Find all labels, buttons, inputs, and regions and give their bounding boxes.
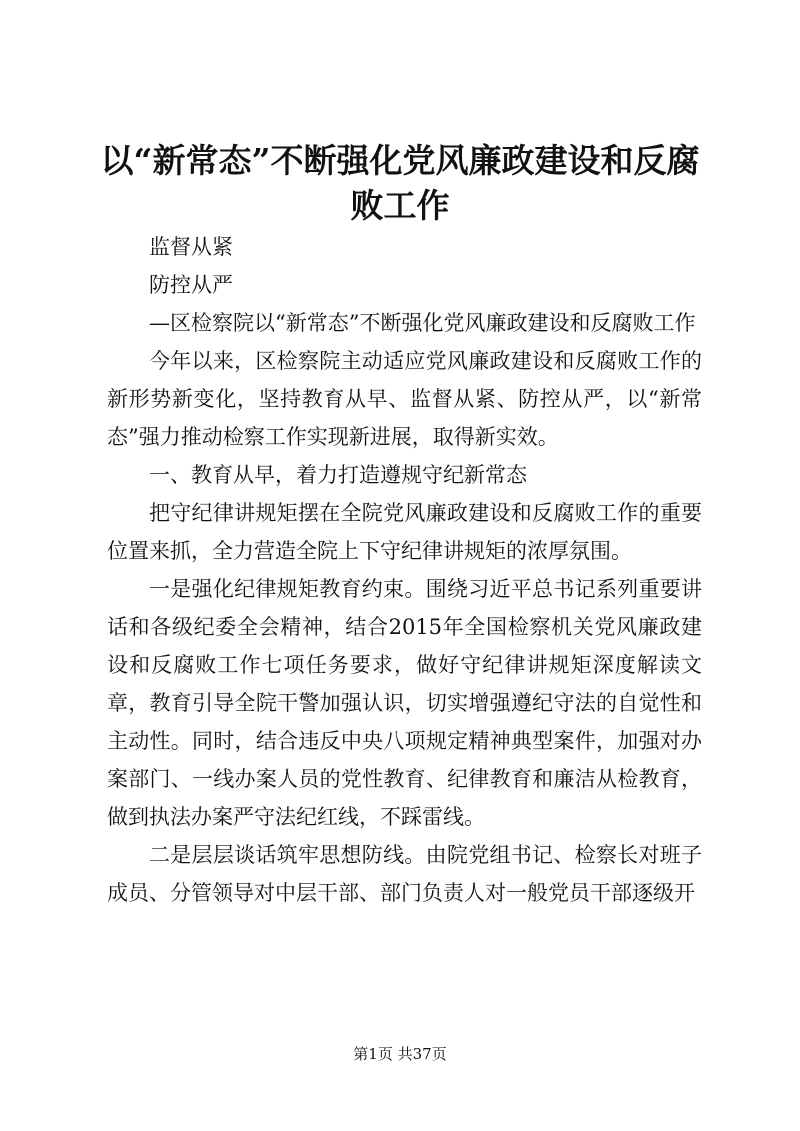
page-number-footer: 第1页 共37页 bbox=[353, 1045, 447, 1063]
paragraph: 一是强化纪律规矩教育约束。围绕习近平总书记系列重要讲话和各级纪委全会精神，结合2015年全国检察机关党风廉政建设和反腐败工作七项任务要求，做好守纪律讲规矩深度解读文章，教育引导全院干警加强认识，切实增强遵纪守法的自觉性和主动性。同时，结合违反中央八项规定精神典型案件，加强对办案部门、一线办案人员的党性教育、纪律教育和廉洁从检教育，做到执法办案严守法纪红线，不踩雷线。 bbox=[107, 577, 702, 829]
paragraph: 今年以来，区检察院主动适应党风廉政建设和反腐败工作的新形势新变化，坚持教育从早、监督从紧、防控从严，以“新常态”强力推动检察工作实现新进展，取得新实效。 bbox=[107, 349, 702, 449]
document-title: 以“新常态”不断强化党风廉政建设和反腐败工作 bbox=[100, 141, 700, 225]
section-heading: 一、教育从早，着力打造遵规守纪新常态 bbox=[149, 463, 527, 487]
paragraph: 二是层层谈话筑牢思想防线。由院党组书记、检察长对班子成员、分管领导对中层干部、部门负责人对一般党员干部逐级开 bbox=[107, 843, 702, 905]
document-body bbox=[107, 228, 702, 912]
paragraph: 把守纪律讲规矩摆在全院党风廉政建设和反腐败工作的重要位置来抓，全力营造全院上下守纪律讲规矩的浓厚氛围。 bbox=[107, 501, 702, 563]
paragraph: 防控从严 bbox=[149, 273, 233, 297]
paragraph: —区检察院以“新常态”不断强化党风廉政建设和反腐败工作 bbox=[149, 311, 696, 335]
paragraph: 监督从紧 bbox=[149, 235, 233, 259]
